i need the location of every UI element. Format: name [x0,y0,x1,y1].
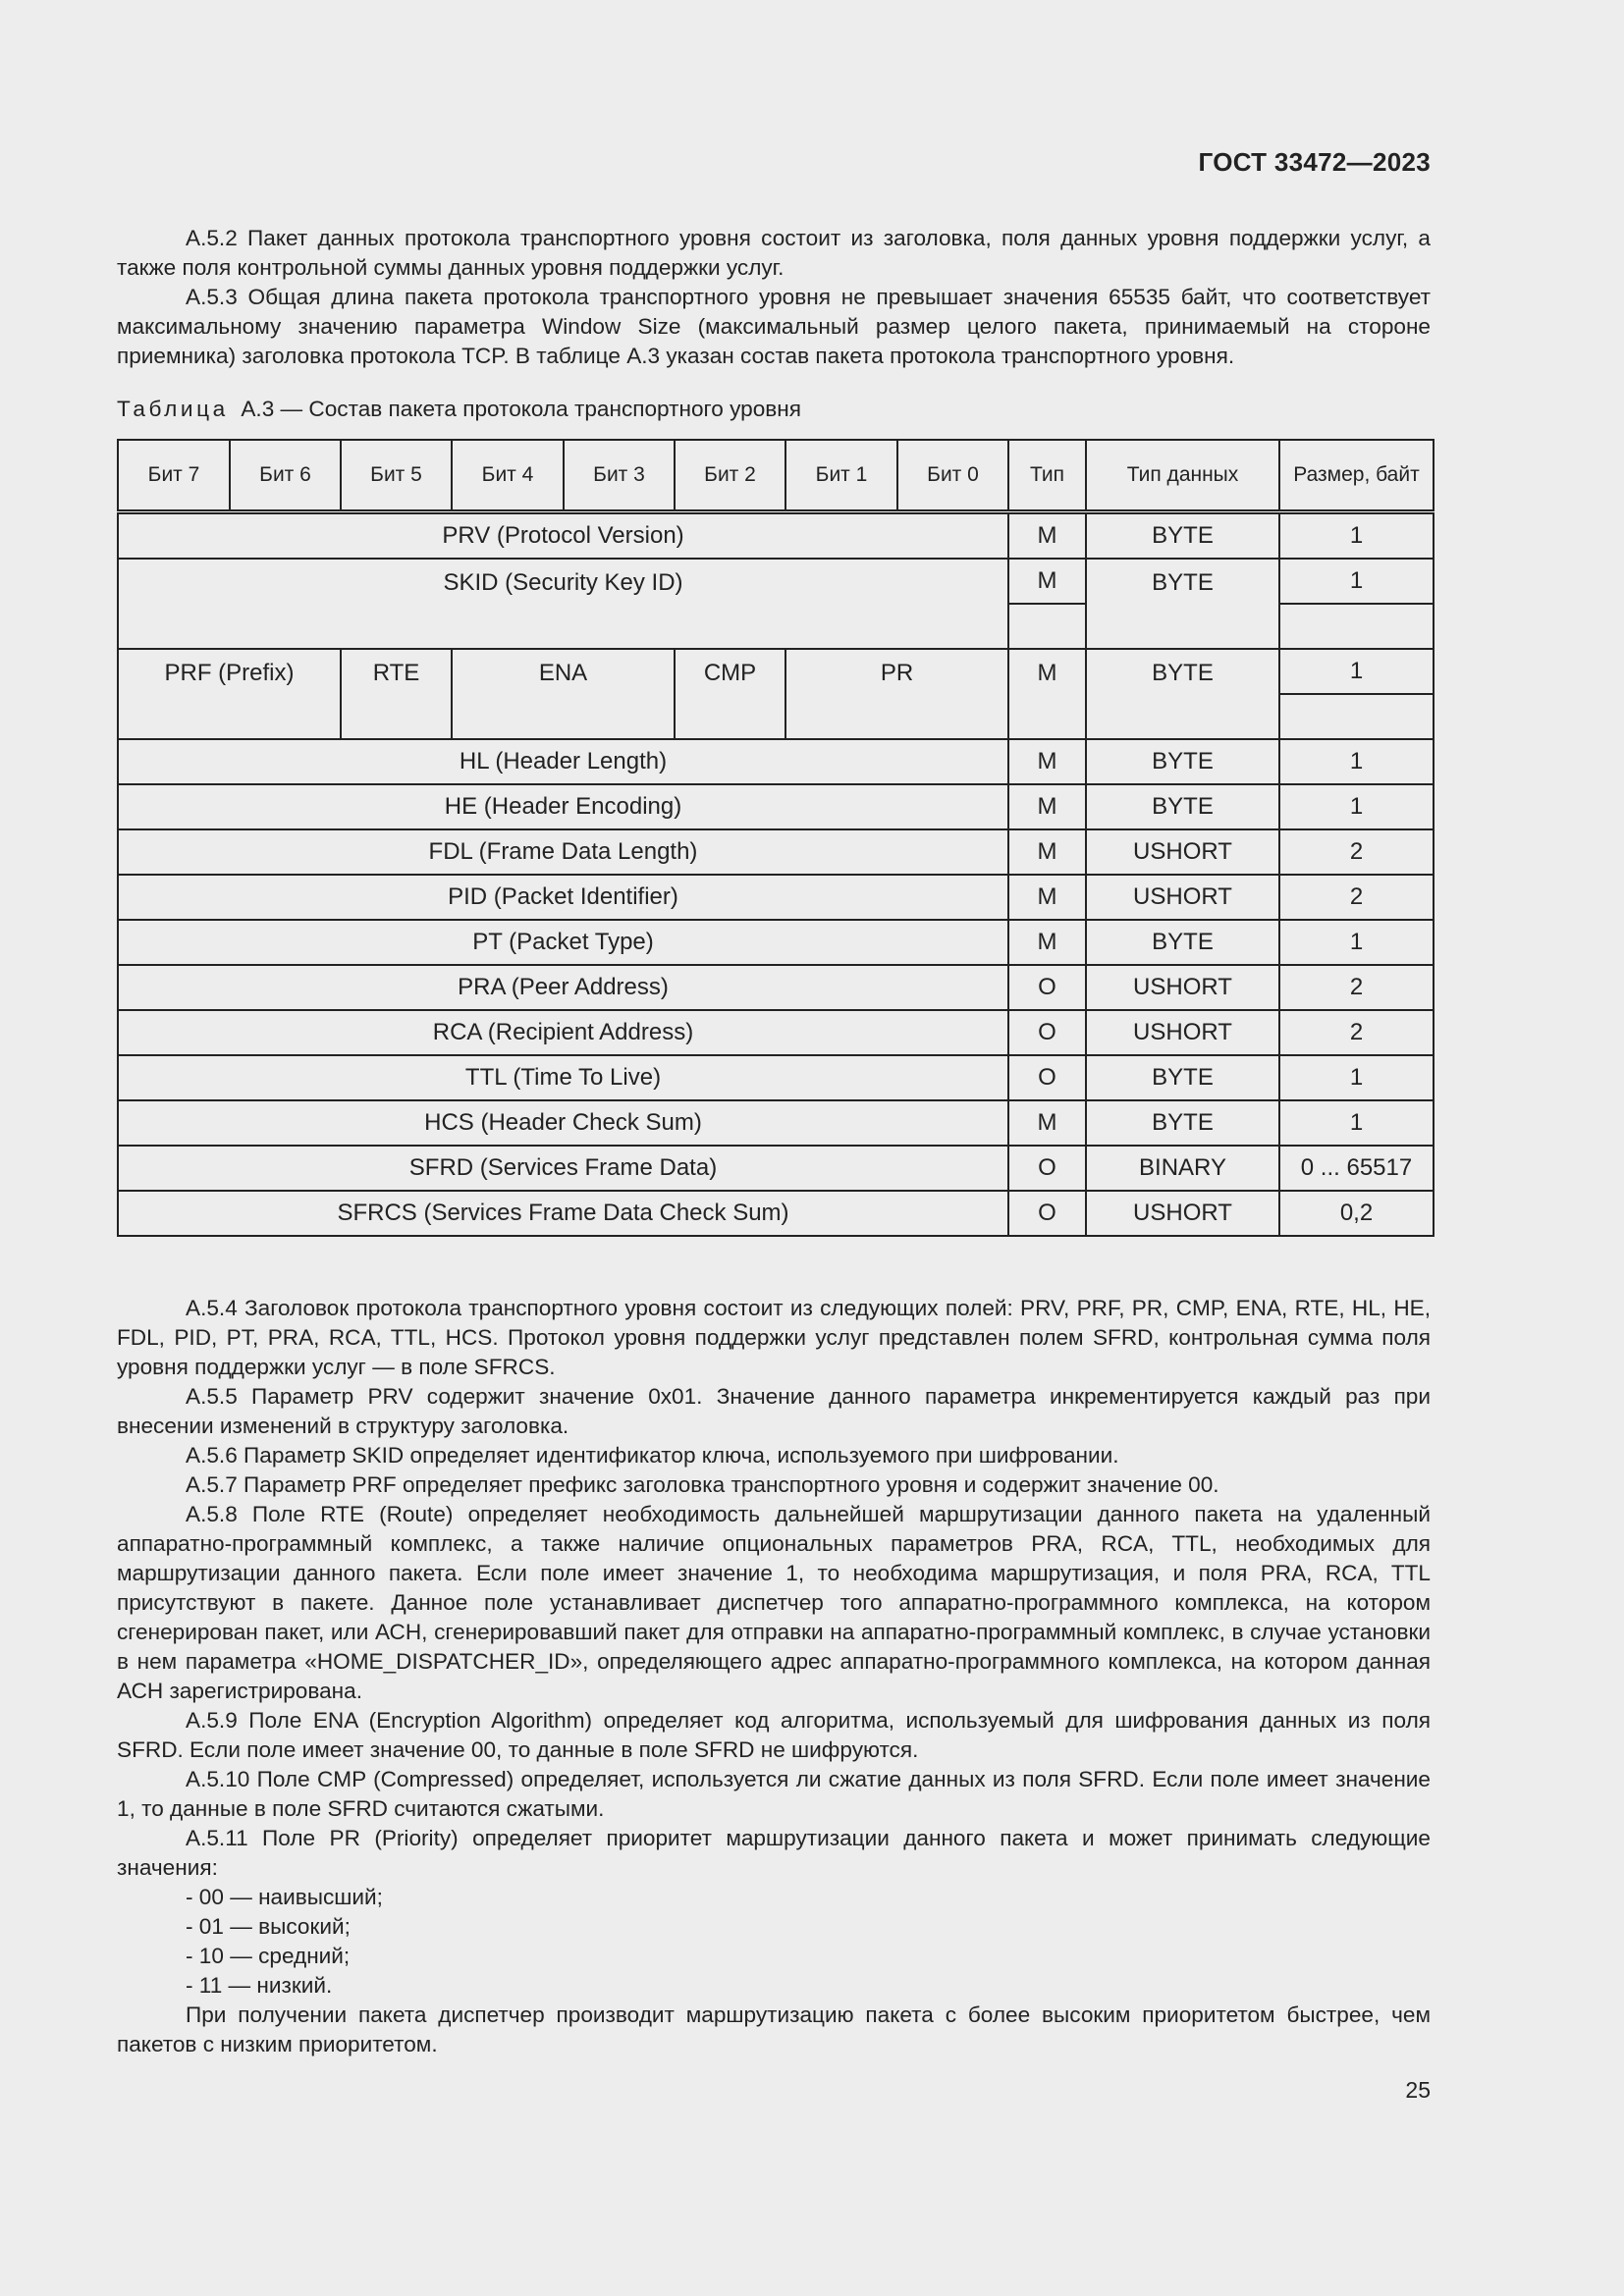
field-type: M [1008,875,1086,920]
flag-cmp: CMP [675,649,785,739]
field-data-type: USHORT [1086,1010,1279,1055]
header-cell: Бит 4 [452,440,564,512]
field-name: RCA (Recipient Address) [118,1010,1008,1055]
field-name: PRV (Protocol Version) [118,512,1008,560]
empty-cell [1008,604,1086,649]
table-row [118,739,1434,784]
field-data-type: BYTE [1086,1100,1279,1146]
empty-cell [1279,604,1434,649]
field-name: HCS (Header Check Sum) [118,1100,1008,1146]
paragraph-closing: При получении пакета диспетчер производит маршрутизацию пакета с более высоким приоритетом быстрее, чем пакетов с низким приоритетом. [117,2002,1431,2056]
field-type: M [1008,1100,1086,1146]
table-row [118,875,1434,920]
intro-text [117,224,1431,371]
field-data-type: USHORT [1086,1191,1279,1236]
list-item: - 00 — наивысший; [186,1885,383,1909]
table-row [118,965,1434,1010]
table-header-row [118,440,1434,512]
paragraph-a59: А.5.9 Поле ENA (Encryption Algorithm) определяет код алгоритма, используемый для шифрования данных из поля SFRD. Если поле имеет значение 00, то данные в поле SFRD не шифруются. [117,1708,1431,1762]
field-data-type: BYTE [1086,649,1279,739]
header-cell: Бит 7 [118,440,230,512]
table-row [118,1055,1434,1100]
header-cell: Бит 1 [785,440,897,512]
field-size: 2 [1279,965,1434,1010]
table-row [118,920,1434,965]
field-size: 1 [1279,1100,1434,1146]
field-data-type: BINARY [1086,1146,1279,1191]
paragraph-a53: А.5.3 Общая длина пакета протокола транспортного уровня не превышает значения 65535 байт, что соответствует максимальному значению параметра Window Size (максимальный размер целого пакета, принимаемый на стороне приемника) заголовка протокола TCP. В таблице А.3 указан состав пакета протокола транспортного уровня. [117,285,1431,368]
list-item: - 11 — низкий. [186,1973,333,1998]
field-data-type: BYTE [1086,1055,1279,1100]
table-row [118,829,1434,875]
field-size: 0,2 [1279,1191,1434,1236]
paragraph-a57: А.5.7 Параметр PRF определяет префикс заголовка транспортного уровня и содержит значение 00. [186,1472,1219,1497]
field-size: 0 ... 65517 [1279,1146,1434,1191]
header-cell: Бит 5 [341,440,452,512]
field-name: TTL (Time To Live) [118,1055,1008,1100]
table-row [118,1191,1434,1236]
paragraph-a510: А.5.10 Поле CMP (Compressed) определяет, используется ли сжатие данных из поля SFRD. Если поле имеет значение 1, то данные в поле SFRD считаются сжатыми. [117,1767,1431,1821]
field-type: O [1008,1055,1086,1100]
field-size: 1 [1279,649,1434,694]
field-type: O [1008,1010,1086,1055]
field-type: M [1008,649,1086,739]
paragraph-a54: А.5.4 Заголовок протокола транспортного уровня состоит из следующих полей: PRV, PRF, PR, CMP, ENA, RTE, HL, HE, FDL, PID, PT, PRA, RCA, TTL, HCS. Протокол уровня поддержки услуг представлен полем SFRD, контрольная сумма поля уровня поддержки услуг — в поле SFRCS. [117,1296,1431,1379]
field-type: O [1008,1146,1086,1191]
paragraph-a55: А.5.5 Параметр PRV содержит значение 0x01. Значение данного параметра инкрементируется каждый раз при внесении изменений в структуру заголовка. [117,1384,1431,1438]
field-name: SFRCS (Services Frame Data Check Sum) [118,1191,1008,1236]
field-data-type: BYTE [1086,559,1279,649]
paragraph-a511: А.5.11 Поле PR (Priority) определяет приоритет маршрутизации данного пакета и может принимать следующие значения: [117,1826,1431,1880]
field-type: M [1008,829,1086,875]
paragraph-a52: А.5.2 Пакет данных протокола транспортного уровня состоит из заголовка, поля данных уровня поддержки услуг, а также поля контрольной суммы данных уровня поддержки услуг. [117,226,1431,280]
header-cell: Бит 2 [675,440,785,512]
header-cell: Бит 6 [230,440,341,512]
field-type: M [1008,559,1086,604]
header-cell: Тип данных [1086,440,1279,512]
field-size: 1 [1279,512,1434,560]
field-type: O [1008,1191,1086,1236]
field-type: M [1008,739,1086,784]
header-cell: Бит 3 [564,440,675,512]
field-name: SFRD (Services Frame Data) [118,1146,1008,1191]
paragraph-a56: А.5.6 Параметр SKID определяет идентификатор ключа, используемого при шифровании. [186,1443,1119,1468]
list-item: - 10 — средний; [186,1944,351,1968]
field-size: 2 [1279,1010,1434,1055]
table-row [118,1146,1434,1191]
field-size: 1 [1279,784,1434,829]
packet-structure-table [117,439,1435,1237]
field-name: PRA (Peer Address) [118,965,1008,1010]
empty-cell [1279,694,1434,739]
field-data-type: BYTE [1086,739,1279,784]
field-type: M [1008,920,1086,965]
field-size: 1 [1279,739,1434,784]
field-name: FDL (Frame Data Length) [118,829,1008,875]
field-data-type: USHORT [1086,965,1279,1010]
field-name: HL (Header Length) [118,739,1008,784]
field-data-type: BYTE [1086,512,1279,560]
flag-pr: PR [785,649,1008,739]
table-row [118,1100,1434,1146]
table-caption: Таблица А.3 — Состав пакета протокола транспортного уровня [117,397,801,421]
document-id: ГОСТ 33472—2023 [1198,147,1431,177]
field-size: 2 [1279,875,1434,920]
field-size: 1 [1279,920,1434,965]
field-data-type: BYTE [1086,784,1279,829]
field-size: 2 [1279,829,1434,875]
field-name: HE (Header Encoding) [118,784,1008,829]
field-size: 1 [1279,559,1434,604]
field-data-type: USHORT [1086,829,1279,875]
table-row [118,649,1434,694]
field-type: M [1008,512,1086,560]
field-type: M [1008,784,1086,829]
table-row [118,1010,1434,1055]
body-text [117,1294,1431,2059]
table-row [118,784,1434,829]
field-name: PT (Packet Type) [118,920,1008,965]
flag-prf: PRF (Prefix) [118,649,341,739]
flag-rte: RTE [341,649,452,739]
page-number: 25 [1405,2077,1431,2103]
list-item: - 01 — высокий; [186,1914,351,1939]
paragraph-a58: А.5.8 Поле RTE (Route) определяет необходимость дальнейшей маршрутизации данного пакета на удаленный аппаратно-программный комплекс, а также наличие опциональных параметров PRA, RCA, TTL, необходимых для маршрутизации данного пакета. Если поле имеет значение 1, то необходима маршрутизация, и поля PRA, RCA, TTL присутствуют в пакете. Данное поле устанавливает диспетчер того аппаратно-программного комплекса, на котором сгенерирован пакет, или АСН, сгенерировавший пакет для отправки на аппаратно-программный комплекс, в случае установки в нем параметра «HOME_DISPATCHER_ID», определяющего адрес аппаратно-программного комплекса, на котором данная АСН зарегистрирована. [117,1502,1431,1703]
field-type: O [1008,965,1086,1010]
table-row [118,559,1434,604]
header-cell: Тип [1008,440,1086,512]
table-row [118,512,1434,560]
field-size: 1 [1279,1055,1434,1100]
header-cell: Бит 0 [897,440,1008,512]
header-cell: Размер, байт [1279,440,1434,512]
field-name: PID (Packet Identifier) [118,875,1008,920]
field-data-type: BYTE [1086,920,1279,965]
flag-ena: ENA [452,649,675,739]
field-name: SKID (Security Key ID) [118,559,1008,649]
field-data-type: USHORT [1086,875,1279,920]
